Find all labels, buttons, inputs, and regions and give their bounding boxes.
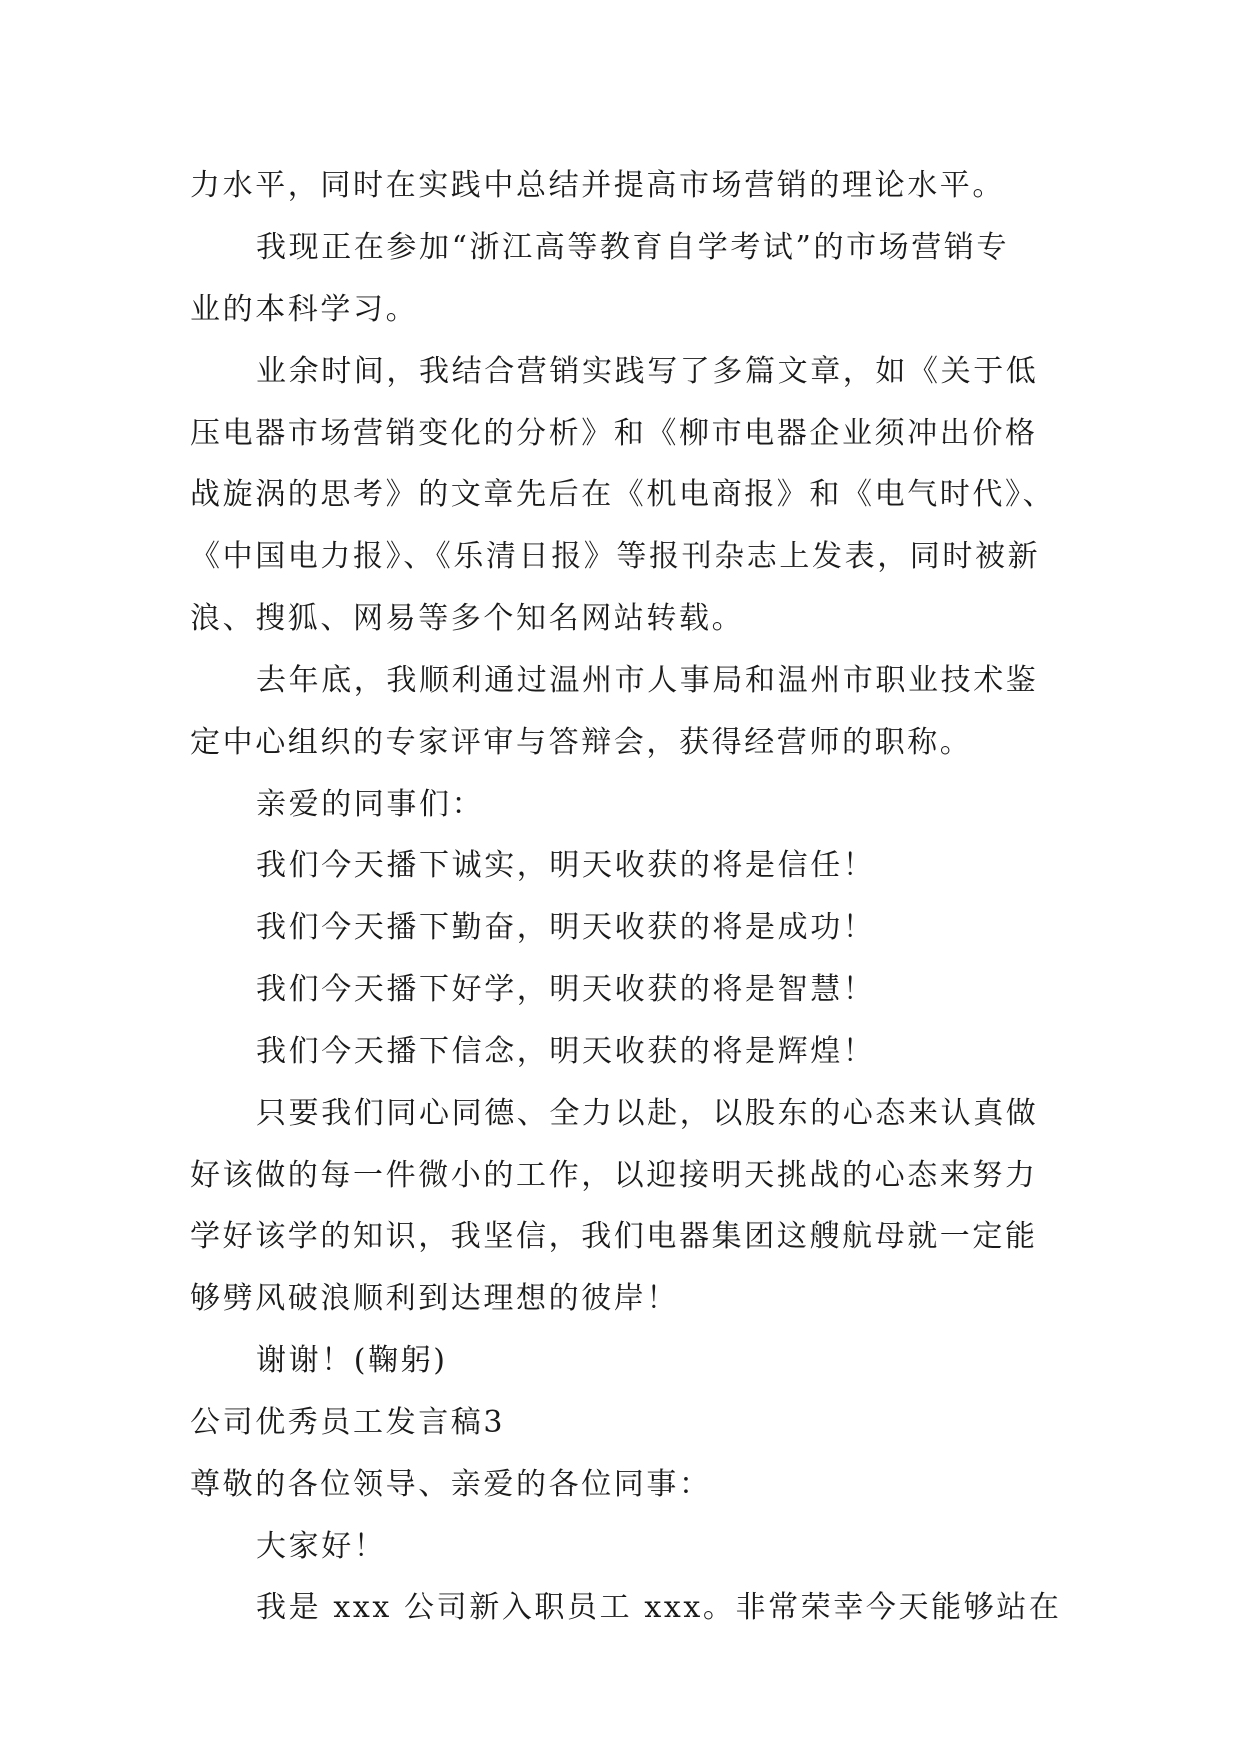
paragraph-line: 只要我们同心同德、全力以赴，以股东的心态来认真做 <box>256 1096 1039 1131</box>
paragraph-line: 我现正在参加“浙江高等教育自学考试”的市场营销专 <box>256 230 1010 265</box>
paragraph-line: 《中国电力报》、《乐清日报》等报刊杂志上发表，同时被新 <box>190 539 1041 574</box>
paragraph-line: 学好该学的知识，我坚信，我们电器集团这艘航母就一定能 <box>190 1219 1038 1254</box>
paragraph-line: 浪、搜狐、网易等多个知名网站转载。 <box>190 601 745 636</box>
greeting-line: 大家好！ <box>256 1529 387 1564</box>
paragraph-line: 谢谢！(鞠躬) <box>256 1343 448 1378</box>
section-heading: 公司优秀员工发言稿3 <box>190 1405 506 1440</box>
paragraph-line: 我们今天播下信念，明天收获的将是辉煌！ <box>256 1034 876 1069</box>
paragraph-line: 战旋涡的思考》的文章先后在《机电商报》和《电气时代》、 <box>190 477 1056 512</box>
paragraph-line: 我是 xxx 公司新入职员工 xxx。非常荣幸今天能够站在 <box>256 1590 1062 1625</box>
paragraph-line: 我们今天播下诚实，明天收获的将是信任！ <box>256 848 876 883</box>
paragraph-line: 力水平，同时在实践中总结并提高市场营销的理论水平。 <box>190 168 1005 203</box>
paragraph-line: 去年底，我顺利通过温州市人事局和温州市职业技术鉴 <box>256 663 1039 698</box>
paragraph-line: 业余时间，我结合营销实践写了多篇文章，如《关于低 <box>256 354 1039 389</box>
paragraph-line: 业的本科学习。 <box>190 292 419 327</box>
paragraph-line: 好该做的每一件微小的工作，以迎接明天挑战的心态来努力 <box>190 1158 1038 1193</box>
paragraph-line: 定中心组织的专家评审与答辩会，获得经营师的职称。 <box>190 725 973 760</box>
paragraph-line: 我们今天播下勤奋，明天收获的将是成功！ <box>256 910 876 945</box>
salutation-line: 尊敬的各位领导、亲爱的各位同事： <box>190 1467 712 1502</box>
paragraph-line: 我们今天播下好学，明天收获的将是智慧！ <box>256 972 876 1007</box>
paragraph-line: 够劈风破浪顺利到达理想的彼岸！ <box>190 1281 679 1316</box>
paragraph-line: 压电器市场营销变化的分析》和《柳市电器企业须冲出价格 <box>190 416 1038 451</box>
paragraph-line: 亲爱的同事们： <box>256 787 485 822</box>
